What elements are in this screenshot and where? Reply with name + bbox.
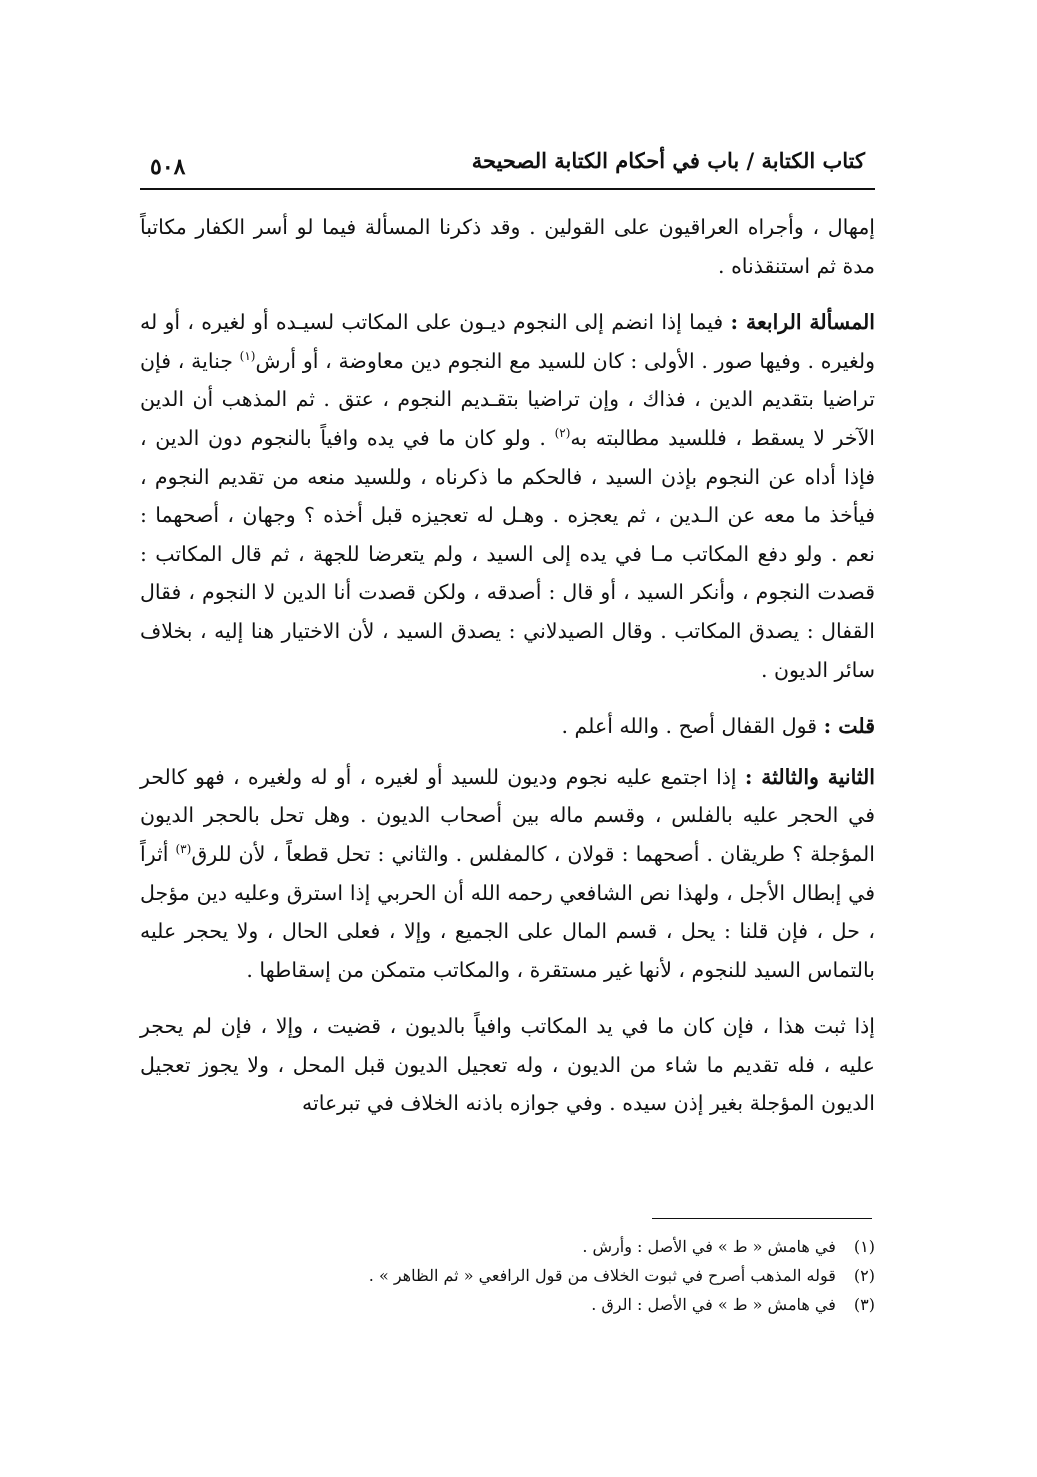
paragraph-text: إمهال ، وأجراه العراقيون على القولين . وقد ذكرنا المسألة فيما لو أسر الكفار مكاتباً مدة ثم استنقذناه .	[140, 215, 875, 278]
footnote-ref-3[interactable]: (٣)	[175, 842, 192, 857]
paragraph-text: إذا ثبت هذا ، فإن كان ما في يد المكاتب وافياً بالديون ، قضيت ، وإلا ، فإن لم يحجر عليه ، فله تقديم ما شاء من الديون ، وله تعجيل الديون قبل المحل ، ولا يجوز تعجيل الديون المؤجلة بغير إذن سيده . وفي جوازه باذنه الخلاف في تبرعاته	[140, 1014, 875, 1116]
footnote-text: في هامش « ط » في الأصل : وأرش .	[582, 1237, 836, 1256]
paragraph-final	[140, 1007, 875, 1123]
footnote-2	[140, 1261, 875, 1290]
footnotes	[140, 1232, 875, 1319]
footnote-ref-2[interactable]: (٢)	[554, 426, 571, 441]
paragraph-text: فيما إذا انضم إلى النجوم ديـون على المكاتب لسيـده أو لغيره ، أو له ولغيره . وفيها صور . الأولى : كان للسيد مع النجوم دين معاوضة ، أو أرش	[140, 310, 875, 373]
paragraph-1	[140, 208, 875, 285]
running-header	[140, 140, 875, 190]
paragraph-text: إذا اجتمع عليه نجوم وديون للسيد أو لغيره ، أو له ولغيره ، فهو كالحر في الحجر عليه بالفلس ، وقسم ماله بين أصحاب الديون . وهل تحل بالحجر الديون المؤجلة ؟ طريقان . أصحهما : قولان ، كالمفلس . والثاني : تحل قطعاً ، لأن للرق	[140, 764, 875, 866]
footnote-ref-1[interactable]: (١)	[239, 348, 256, 363]
page-number: ٥٠٨	[150, 154, 186, 180]
paragraph-qultu	[140, 707, 875, 746]
paragraph-text: قول القفال أصح . والله أعلم .	[561, 714, 824, 739]
paragraph-second-third	[140, 758, 875, 990]
paragraph-lead: قلت :	[823, 714, 875, 739]
paragraph-lead: المسألة الرابعة :	[730, 310, 875, 335]
footnote-number: (٣)	[853, 1295, 875, 1314]
paragraph-fourth-issue	[140, 303, 875, 689]
footnote-1	[140, 1232, 875, 1261]
footnote-divider	[652, 1218, 872, 1219]
paragraph-text: . ولو كان ما في يده وافياً بالنجوم دون الدين ، فإذا أداه عن النجوم بإذن السيد ، فالحكم ما ذكرناه ، وللسيد منعه من تقديم النجوم ، فيأخذ ما معه عن الـدين ، ثم يعجزه . وهـل له تعجيزه قبل أخذه ؟ وجهان ، أصحهما : نعم . ولو دفع المكاتب مـا في يده إلى السيد ، ولم يتعرضا للجهة ، ثم قال المكاتب : قصدت النجوم ، وأنكر السيد ، أو قال : أصدقه ، ولكن قصدت أنا الدين لا النجوم ، فقال القفال : يصدق المكاتب . وقال الصيدلاني : يصدق السيد ، لأن الاختيار هنا إليه ، بخلاف سائر الديون .	[140, 425, 875, 682]
footnote-number: (٢)	[853, 1266, 875, 1285]
header-title: كتاب الكتابة / باب في أحكام الكتابة الصحيحة	[471, 148, 865, 173]
footnote-3	[140, 1290, 875, 1319]
paragraph-text: جناية ، فإن تراضيا بتقديم الدين ، فذاك ، وإن تراضيا بتقـديم النجوم ، عتق . ثم المذهب أن الدين الآخر لا يسقط ، فللسيد مطالبته به	[140, 348, 875, 450]
body-text	[140, 208, 875, 1141]
paragraph-text: أثراً في إبطال الأجل ، ولهذا نص الشافعي رحمه الله أن الحربي إذا استرق وعليه دين مؤجل ، حل ، فإن قلنا : يحل ، قسم المال على الجميع ، وإلا ، فعلى الحال ، ولا يحجر عليه بالتماس السيد للنجوم ، لأنها غير مستقرة ، والمكاتب متمكن من إسقاطها .	[140, 841, 875, 982]
paragraph-lead: الثانية والثالثة :	[744, 764, 876, 789]
footnote-number: (١)	[853, 1237, 875, 1256]
footnote-text: في هامش « ط » في الأصل : الرق .	[591, 1295, 836, 1314]
footnote-text: قوله المذهب أصرح في ثبوت الخلاف من قول الرافعي « ثم الظاهر » .	[368, 1266, 836, 1285]
